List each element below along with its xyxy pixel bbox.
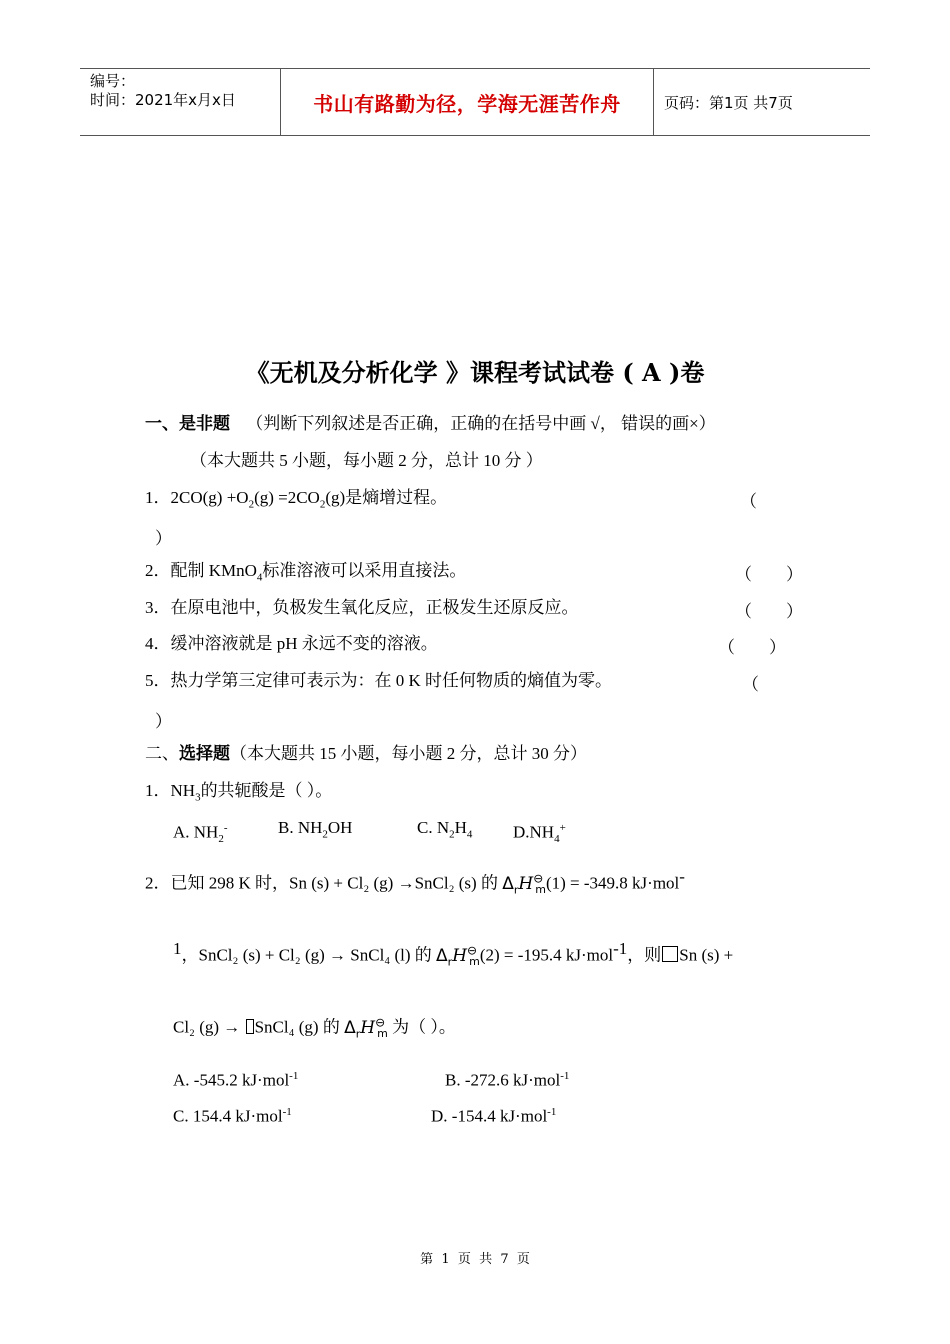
tf-item-1: 1．$2CO(g) +O_2(g) =2CO_2(g)$是熵增过程。 bbox=[145, 488, 448, 511]
tf-item-4: 4．缓冲溶液就是 pH 永远不变的溶液。 bbox=[145, 634, 438, 653]
mc-q1-option-d[interactable]: $D.NH_4^+$ bbox=[513, 822, 566, 846]
mc-q2-option-b[interactable]: B. -272.6 kJ·mol$^{-1}$ bbox=[445, 1070, 570, 1090]
answer-blank[interactable]: （ ） bbox=[718, 638, 786, 657]
tf-item-2: 2．配制 KMnO$_4$标准溶液可以采用直接法。 bbox=[145, 561, 467, 584]
answer-blank-close[interactable]: ） bbox=[155, 529, 172, 548]
enthalpy-symbol: $\Delta_rH^⊖_m$ bbox=[436, 943, 480, 969]
section1-heading: 一、是非题 bbox=[145, 414, 230, 433]
answer-blank-open[interactable]: （ bbox=[742, 675, 759, 694]
placeholder-box-icon bbox=[662, 946, 678, 962]
tf-item-5: 5．热力学第三定律可表示为：在 0 K 时任何物质的熵值为零。 bbox=[145, 671, 613, 690]
number-label: 编号： bbox=[90, 72, 136, 90]
mc-question-2-line2: $^1$，SnCl₂ (s) + Cl₂ (g) → SnCl₄ (l) 的 $\Delta_rH^⊖_m(2) = -195.4$ kJ·mol$^{-1}$，则 Sn (s) + bbox=[173, 939, 734, 969]
mc-q2-option-d[interactable]: D. -154.4 kJ·mol$^{-1}$ bbox=[431, 1106, 557, 1126]
time-label: 时间：2021年x月x日 bbox=[90, 91, 236, 109]
answer-blank[interactable]: （ ） bbox=[735, 565, 803, 584]
section1-instruction: （判断下列叙述是否正确，正确的在括号中画 √， 错误的画×） bbox=[246, 414, 716, 433]
answer-blank[interactable]: （ ） bbox=[735, 602, 803, 621]
mc-q1-option-b[interactable]: B. $NH_2OH$ bbox=[278, 818, 353, 841]
mc-q1-option-a[interactable]: A. $NH_2^-$ bbox=[173, 822, 228, 846]
enthalpy-symbol: $\Delta_rH^⊖_m$ bbox=[344, 1015, 388, 1041]
mc-question-1: 1．$NH_3$的共轭酸是（ ）。 bbox=[145, 781, 333, 804]
header-meta bbox=[80, 69, 281, 135]
mc-question-2-line1: 2．已知 298 K 时，Sn (s) + Cl₂ (g) →SnCl₂ (s) 的 $\Delta_rH^⊖_m(1) = -349.8$ kJ·mol- bbox=[145, 867, 685, 897]
tf-item-3: 3．在原电池中，负极发生氧化反应，正极发生还原反应。 bbox=[145, 598, 579, 617]
section2-note: （本大题共 15 小题，每小题 2 分，总计 30 分） bbox=[230, 744, 587, 763]
motto-text: 书山有路勤为径，学海无涯苦作舟 bbox=[313, 91, 621, 116]
section2-heading-line bbox=[145, 743, 587, 765]
exam-title: 《无机及分析化学 》课程考试试卷 ( A )卷 bbox=[245, 358, 705, 387]
section1-heading-line bbox=[145, 413, 716, 435]
section2-prefix: 二、 bbox=[145, 744, 179, 763]
page-header bbox=[80, 68, 870, 136]
section2-heading: 选择题 bbox=[179, 744, 230, 763]
mc-question-2-line3: Cl₂ (g) → SnCl₄ (g) 的 $\Delta_rH^⊖_m$ 为（ ）。 bbox=[173, 1015, 456, 1041]
placeholder-box-icon bbox=[246, 1019, 254, 1034]
mc-q2-option-c[interactable]: C. 154.4 kJ·mol$^{-1}$ bbox=[173, 1106, 292, 1126]
header-motto bbox=[281, 69, 654, 135]
section1-note: （本大题共 5 小题，每小题 2 分，总计 10 分 ） bbox=[190, 451, 543, 470]
enthalpy-symbol: $\Delta_rH^⊖_m$ bbox=[502, 871, 546, 897]
answer-blank-open[interactable]: （ bbox=[740, 492, 757, 511]
mc-q1-option-c[interactable]: C. $N_2H_4$ bbox=[417, 818, 473, 841]
page-footer: 第 1 页 共 7 页 bbox=[420, 1252, 530, 1267]
header-page-info: 页码：第1页 共7页 bbox=[664, 93, 793, 112]
mc-q2-option-a[interactable]: A. -545.2 kJ·mol$^{-1}$ bbox=[173, 1070, 299, 1090]
answer-blank-close[interactable]: ） bbox=[155, 712, 172, 731]
